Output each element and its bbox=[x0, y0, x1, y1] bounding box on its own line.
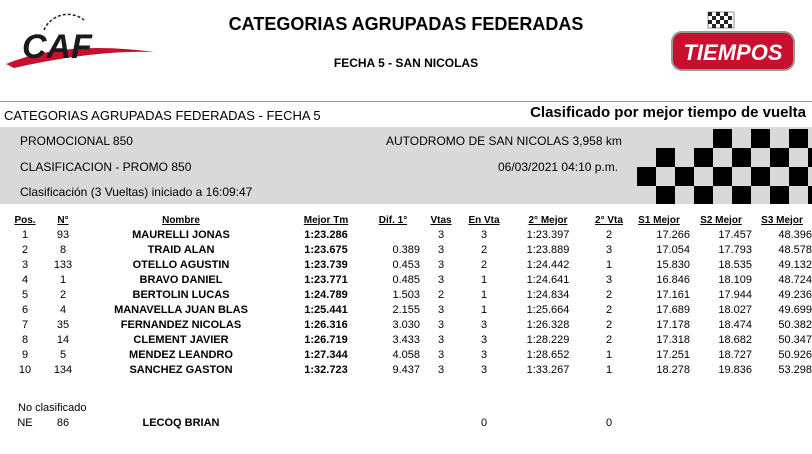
cell-s2: 18.535 bbox=[718, 258, 752, 271]
cell-on-lap: 3 bbox=[480, 318, 488, 331]
cell-s1: 17.178 bbox=[656, 318, 690, 331]
cell-best-time: 1:32.723 bbox=[304, 363, 348, 376]
checker-square bbox=[808, 148, 812, 167]
col-laps: Vtas bbox=[430, 214, 452, 226]
cell-laps: 3 bbox=[437, 348, 445, 361]
cell-best-time: 1:26.316 bbox=[304, 318, 348, 331]
cell-best-time: 1:25.441 bbox=[304, 303, 348, 316]
cell-on-lap: 0 bbox=[480, 416, 488, 429]
cell-on-lap: 3 bbox=[480, 228, 488, 241]
cell-s1: 17.266 bbox=[656, 228, 690, 241]
table-row bbox=[0, 317, 812, 332]
checker-square bbox=[713, 129, 732, 148]
cell-s2: 17.944 bbox=[718, 288, 752, 301]
cell-second-lap: 1 bbox=[605, 348, 613, 361]
cell-diff: 0.485 bbox=[392, 273, 420, 286]
cell-second-lap: 1 bbox=[605, 258, 613, 271]
not-classified-label: No clasificado bbox=[18, 402, 87, 414]
session-datetime: 06/03/2021 04:10 p.m. bbox=[498, 160, 619, 174]
page-subtitle: FECHA 5 - SAN NICOLAS bbox=[333, 56, 479, 70]
cell-best-time: 1:23.286 bbox=[304, 228, 348, 241]
cell-second-best: 1:23.397 bbox=[526, 228, 570, 241]
col-s3: S3 Mejor bbox=[761, 214, 803, 226]
svg-text:CAF: CAF bbox=[22, 28, 92, 66]
cell-second-best: 1:28.229 bbox=[526, 333, 570, 346]
col-diff: Dif. 1° bbox=[378, 214, 408, 226]
cell-s3: 49.699 bbox=[778, 303, 812, 316]
cell-diff: 9.437 bbox=[392, 363, 420, 376]
cell-s3: 50.347 bbox=[778, 333, 812, 346]
col-s2: S2 Mejor bbox=[700, 214, 742, 226]
table-row bbox=[0, 415, 812, 430]
cell-name: MENDEZ LEANDRO bbox=[129, 348, 233, 361]
cell-best-time: 1:24.789 bbox=[304, 288, 348, 301]
cell-second-lap: 2 bbox=[605, 288, 613, 301]
cell-pos: 10 bbox=[18, 363, 32, 376]
cell-s2: 18.682 bbox=[718, 333, 752, 346]
col-number: N° bbox=[57, 214, 69, 226]
cell-best-time: 1:23.739 bbox=[304, 258, 348, 271]
checker-square bbox=[770, 148, 789, 167]
cell-s1: 17.251 bbox=[656, 348, 690, 361]
cell-name: TRAID ALAN bbox=[147, 243, 215, 256]
cell-on-lap: 3 bbox=[480, 348, 488, 361]
checker-square bbox=[789, 167, 808, 186]
cell-pos: 6 bbox=[21, 303, 29, 316]
cell-name: OTELLO AGUSTIN bbox=[132, 258, 230, 271]
cell-s1: 16.846 bbox=[656, 273, 690, 286]
page-title: CATEGORIAS AGRUPADAS FEDERADAS bbox=[228, 14, 584, 34]
table-row bbox=[0, 227, 812, 242]
cell-laps: 3 bbox=[437, 303, 445, 316]
table-row bbox=[0, 257, 812, 272]
cell-best-time: 1:23.675 bbox=[304, 243, 348, 256]
cell-diff: 3.433 bbox=[392, 333, 420, 346]
cell-second-lap: 0 bbox=[605, 416, 613, 429]
cell-on-lap: 1 bbox=[480, 288, 488, 301]
cell-pos: 4 bbox=[21, 273, 29, 286]
cell-best-time: 1:27.344 bbox=[304, 348, 348, 361]
cell-second-best: 1:24.834 bbox=[526, 288, 570, 301]
checker-square bbox=[751, 167, 770, 186]
checker-square bbox=[732, 148, 751, 167]
checker-square bbox=[694, 186, 713, 204]
cell-pos: 5 bbox=[21, 288, 29, 301]
cell-s3: 48.578 bbox=[778, 243, 812, 256]
cell-number: 8 bbox=[59, 243, 67, 256]
svg-text:TIEMPOS: TIEMPOS bbox=[683, 40, 783, 65]
cell-number: 5 bbox=[59, 348, 67, 361]
cell-pos: 7 bbox=[21, 318, 29, 331]
cell-s3: 50.382 bbox=[778, 318, 812, 331]
col-on-lap: En Vta bbox=[468, 214, 500, 226]
cell-on-lap: 2 bbox=[480, 258, 488, 271]
cell-laps: 2 bbox=[437, 288, 445, 301]
cell-s1: 17.161 bbox=[656, 288, 690, 301]
checker-square bbox=[656, 148, 675, 167]
cell-laps: 3 bbox=[437, 333, 445, 346]
table-row bbox=[0, 242, 812, 257]
cell-laps: 3 bbox=[437, 363, 445, 376]
cell-pos: 9 bbox=[21, 348, 29, 361]
table-row bbox=[0, 347, 812, 362]
cell-pos: 3 bbox=[21, 258, 29, 271]
cell-number: 93 bbox=[56, 228, 70, 241]
table-header-row bbox=[0, 213, 812, 227]
cell-laps: 3 bbox=[437, 318, 445, 331]
col-second-lap: 2° Vta bbox=[595, 214, 623, 226]
tiempos-logo bbox=[668, 10, 798, 74]
cell-s2: 19.836 bbox=[718, 363, 752, 376]
cell-s3: 49.236 bbox=[778, 288, 812, 301]
cell-second-lap: 2 bbox=[605, 333, 613, 346]
checker-square bbox=[656, 186, 675, 204]
cell-s1: 18.278 bbox=[656, 363, 690, 376]
cell-second-best: 1:24.442 bbox=[526, 258, 570, 271]
checker-square bbox=[808, 186, 812, 204]
cell-s1: 17.318 bbox=[656, 333, 690, 346]
checker-square bbox=[694, 148, 713, 167]
cell-name: CLEMENT JAVIER bbox=[133, 333, 229, 346]
cell-laps: 3 bbox=[437, 258, 445, 271]
classification-mode: Clasificado por mejor tiempo de vuelta bbox=[530, 104, 806, 121]
cell-on-lap: 2 bbox=[480, 243, 488, 256]
cell-second-lap: 1 bbox=[605, 363, 613, 376]
cell-name: BERTOLIN LUCAS bbox=[132, 288, 230, 301]
cell-laps: 3 bbox=[437, 228, 445, 241]
cell-second-best: 1:28.652 bbox=[526, 348, 570, 361]
not-classified-table bbox=[0, 415, 812, 430]
track-name: AUTODROMO DE SAN NICOLAS 3,958 km bbox=[386, 134, 622, 148]
cell-diff: 4.058 bbox=[392, 348, 420, 361]
checker-square bbox=[732, 186, 751, 204]
cell-diff bbox=[366, 227, 420, 242]
cell-s3: 53.298 bbox=[778, 363, 812, 376]
cell-s2: 17.793 bbox=[718, 243, 752, 256]
cell-s3: 49.132 bbox=[778, 258, 812, 271]
cell-number: 86 bbox=[56, 416, 70, 429]
cell-second-lap: 2 bbox=[605, 318, 613, 331]
cell-s2: 18.027 bbox=[718, 303, 752, 316]
cell-name: SANCHEZ GASTON bbox=[129, 363, 233, 376]
cell-number: 1 bbox=[59, 273, 67, 286]
cell-pos: 1 bbox=[21, 228, 29, 241]
cell-second-best: 1:25.664 bbox=[526, 303, 570, 316]
cell-best-time: 1:26.719 bbox=[304, 333, 348, 346]
cell-second-best: 1:33.267 bbox=[526, 363, 570, 376]
cell-second-best: 1:24.641 bbox=[526, 273, 570, 286]
cell-second-best: 1:23.889 bbox=[526, 243, 570, 256]
event-label: CATEGORIAS AGRUPADAS FEDERADAS - FECHA 5 bbox=[4, 108, 321, 123]
checker-square bbox=[789, 129, 808, 148]
cell-name: MAURELLI JONAS bbox=[132, 228, 230, 241]
cell-laps: 3 bbox=[437, 273, 445, 286]
cell-number: 133 bbox=[53, 258, 73, 271]
cell-s3: 50.926 bbox=[778, 348, 812, 361]
cell-number: 35 bbox=[56, 318, 70, 331]
cell-s2: 18.727 bbox=[718, 348, 752, 361]
cell-name: FERNANDEZ NICOLAS bbox=[120, 318, 242, 331]
cell-on-lap: 1 bbox=[480, 273, 488, 286]
table-row bbox=[0, 272, 812, 287]
col-name: Nombre bbox=[162, 214, 200, 226]
cell-number: 14 bbox=[56, 333, 70, 346]
cell-on-lap: 1 bbox=[480, 303, 488, 316]
checker-square bbox=[675, 167, 694, 186]
cell-second-lap: 3 bbox=[605, 273, 613, 286]
cell-s2: 18.474 bbox=[718, 318, 752, 331]
cell-s2: 17.457 bbox=[718, 228, 752, 241]
cell-number: 134 bbox=[53, 363, 73, 376]
cell-diff: 2.155 bbox=[392, 303, 420, 316]
cell-name: BRAVO DANIEL bbox=[139, 273, 223, 286]
category-name: PROMOCIONAL 850 bbox=[20, 134, 133, 148]
checker-square bbox=[713, 167, 732, 186]
table-row bbox=[0, 302, 812, 317]
cell-on-lap: 3 bbox=[480, 363, 488, 376]
cell-s3: 48.724 bbox=[778, 273, 812, 286]
cell-s1: 15.830 bbox=[656, 258, 690, 271]
col-pos: Pos. bbox=[14, 214, 36, 226]
cell-s1: 17.054 bbox=[656, 243, 690, 256]
cell-s1: 17.689 bbox=[656, 303, 690, 316]
cell-best-time: 1:23.771 bbox=[304, 273, 348, 286]
results-table bbox=[0, 213, 812, 377]
cell-pos: 8 bbox=[21, 333, 29, 346]
cell-name: MANAVELLA JUAN BLAS bbox=[114, 303, 248, 316]
cell-laps: 3 bbox=[437, 243, 445, 256]
checker-square bbox=[751, 129, 770, 148]
cell-number: 2 bbox=[59, 288, 67, 301]
cell-diff: 0.453 bbox=[392, 258, 420, 271]
cell-diff: 1.503 bbox=[392, 288, 420, 301]
cell-pos: NE bbox=[17, 416, 33, 429]
cell-diff: 0.389 bbox=[392, 243, 420, 256]
checker-square bbox=[637, 167, 656, 186]
cell-second-lap: 3 bbox=[605, 243, 613, 256]
col-s1: S1 Mejor bbox=[638, 214, 680, 226]
cell-number: 4 bbox=[59, 303, 67, 316]
cell-s3: 48.396 bbox=[778, 228, 812, 241]
cell-second-best: 1:26.328 bbox=[526, 318, 570, 331]
cell-second-lap: 2 bbox=[605, 303, 613, 316]
session-name: CLASIFICACION - PROMO 850 bbox=[20, 160, 192, 174]
cell-diff: 3.030 bbox=[392, 318, 420, 331]
checkered-flag-icon bbox=[637, 127, 812, 204]
table-row bbox=[0, 287, 812, 302]
cell-second-lap: 2 bbox=[605, 228, 613, 241]
col-best-time: Mejor Tm bbox=[303, 214, 349, 226]
header-divider bbox=[0, 101, 812, 102]
table-row bbox=[0, 332, 812, 347]
cell-pos: 2 bbox=[21, 243, 29, 256]
cell-name: LECOQ BRIAN bbox=[142, 416, 220, 429]
session-start: Clasificación (3 Vueltas) iniciado a 16:09:47 bbox=[20, 185, 253, 199]
cell-s2: 18.109 bbox=[718, 273, 752, 286]
checker-square bbox=[770, 186, 789, 204]
col-second-best: 2° Mejor bbox=[528, 214, 568, 226]
table-row bbox=[0, 362, 812, 377]
cell-on-lap: 3 bbox=[480, 333, 488, 346]
